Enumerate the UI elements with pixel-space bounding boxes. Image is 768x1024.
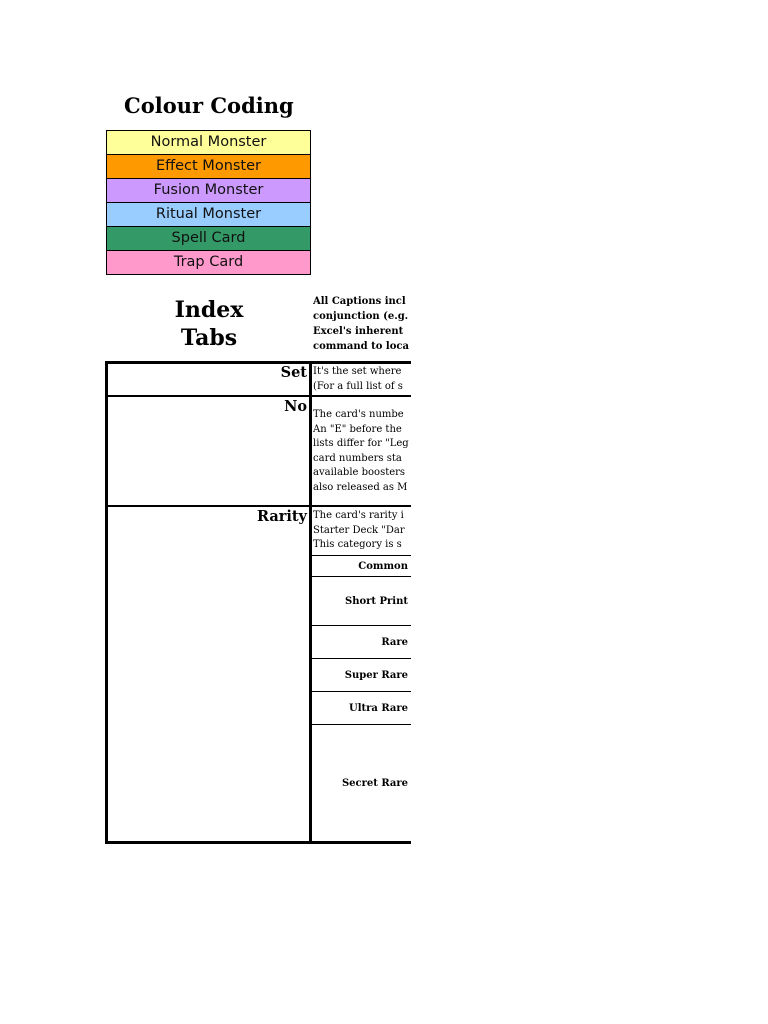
index-title-line-2: Tabs <box>180 325 238 351</box>
desc-line: This category is s <box>313 539 402 551</box>
desc-line: (For a full list of s <box>313 380 403 392</box>
desc-line: It's the set where <box>313 366 402 377</box>
colour-coding-title: Colour Coding <box>124 93 294 118</box>
rarity-subtable <box>311 555 411 842</box>
row-divider-set-no <box>105 395 411 397</box>
row-desc-rarity <box>313 509 411 553</box>
desc-line: card numbers sta <box>313 452 402 464</box>
captions-note-line: All Captions incl <box>313 296 406 307</box>
legend-item-normal-monster: Normal Monster <box>106 131 311 155</box>
rarity-short-print: Short Print <box>311 577 411 626</box>
rarity-rare: Rare <box>311 626 411 659</box>
captions-note-line: conjunction (e.g. <box>313 311 409 322</box>
index-table <box>105 361 411 844</box>
captions-note <box>313 294 411 354</box>
row-divider-no-rarity <box>105 505 411 507</box>
row-label-rarity: Rarity <box>256 508 307 525</box>
colour-coding-legend <box>106 130 311 275</box>
index-title-line-1: Index <box>174 297 244 323</box>
row-label-set: Set <box>280 364 307 381</box>
row-label-no: No <box>284 398 307 415</box>
desc-line: available boosters <box>313 467 406 479</box>
row-desc-set <box>313 365 411 394</box>
legend-item-trap-card: Trap Card <box>106 251 311 275</box>
desc-line: The card's rarity i <box>313 510 404 521</box>
rarity-ultra-rare: Ultra Rare <box>311 692 411 725</box>
desc-line: An "E" before the <box>313 423 402 435</box>
rarity-secret-rare: Secret Rare <box>341 778 408 789</box>
row-desc-no <box>313 408 411 496</box>
desc-line: Starter Deck "Dar <box>313 524 405 536</box>
desc-line: The card's numbe <box>313 409 404 420</box>
desc-line: lists differ for "Leg <box>313 438 409 450</box>
captions-note-line: command to loca <box>313 341 409 352</box>
legend-item-fusion-monster: Fusion Monster <box>106 179 311 203</box>
legend-item-spell-card: Spell Card <box>106 227 311 251</box>
legend-item-ritual-monster: Ritual Monster <box>106 203 311 227</box>
index-tabs-title <box>107 296 311 352</box>
rarity-super-rare: Super Rare <box>311 659 411 692</box>
legend-item-effect-monster: Effect Monster <box>106 155 311 179</box>
rarity-common: Common <box>311 556 411 577</box>
table-border-left <box>105 361 108 844</box>
captions-note-line: Excel's inherent <box>313 326 404 337</box>
desc-line: also released as M <box>313 481 408 493</box>
